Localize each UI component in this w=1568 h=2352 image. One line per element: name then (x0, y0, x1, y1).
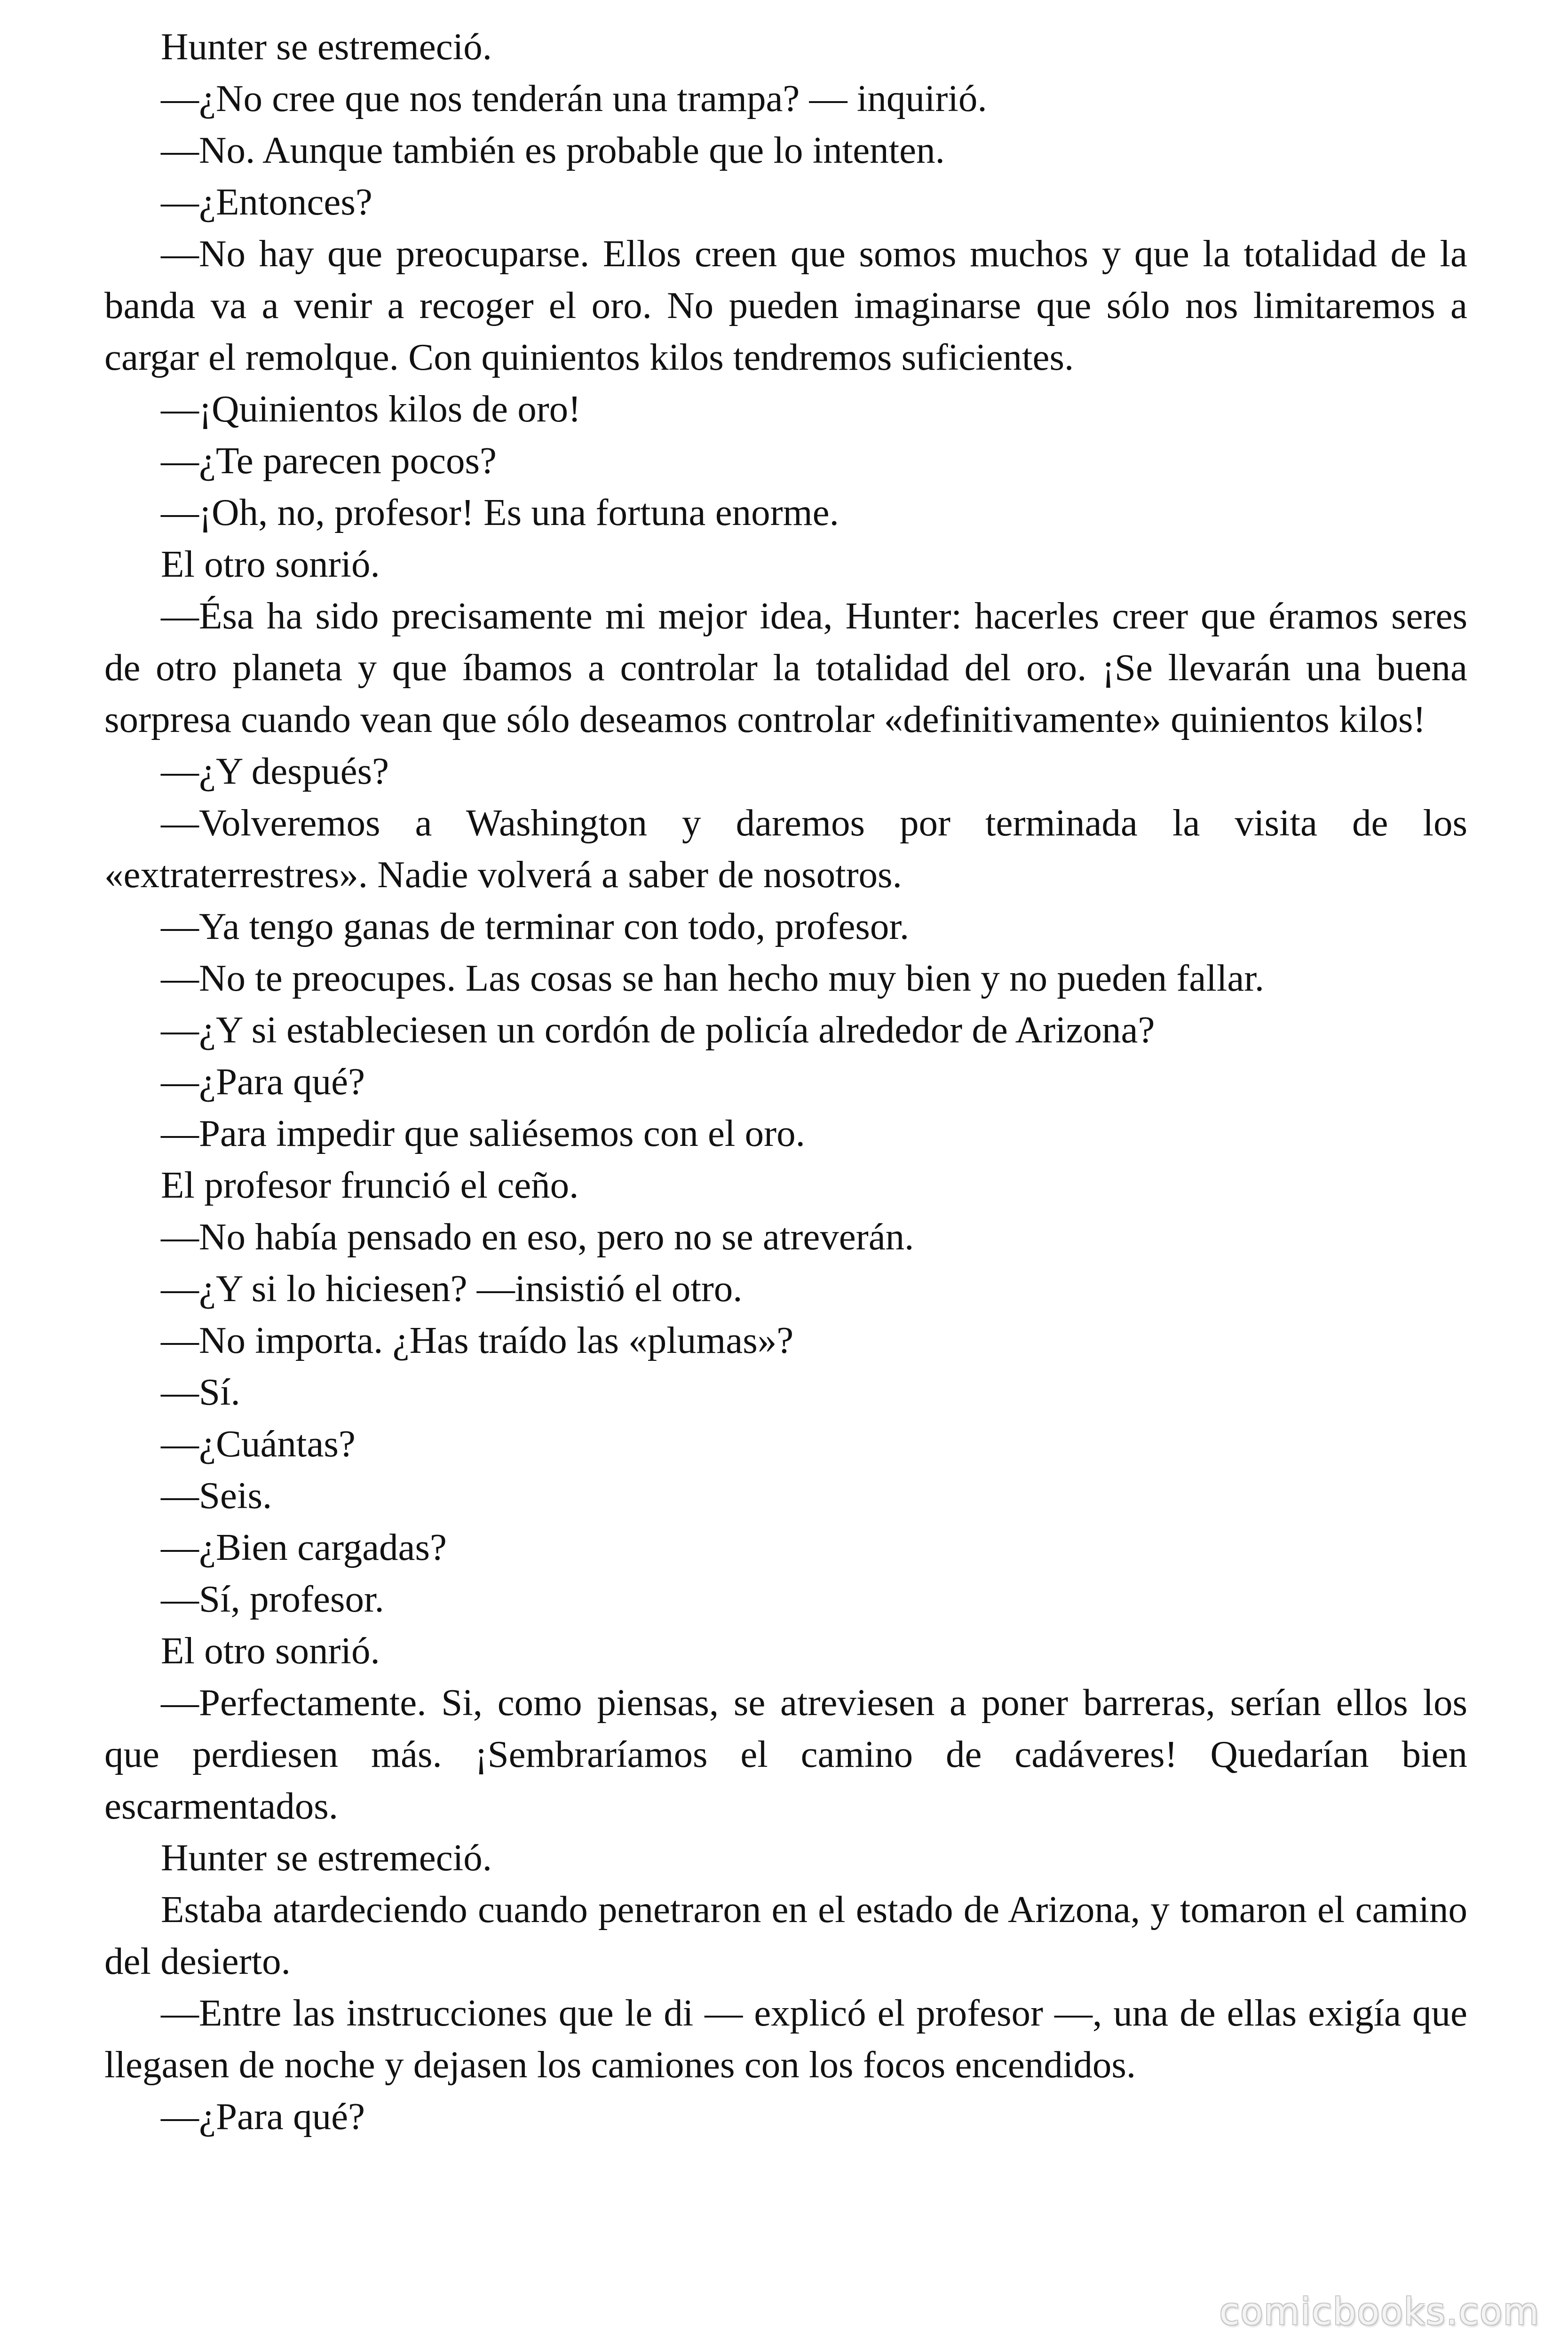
paragraph: —¿Te parecen pocos? (161, 439, 497, 482)
paragraph: —Para impedir que saliésemos con el oro. (161, 1112, 805, 1154)
paragraph: —¿No cree que nos tenderán una trampa? — inquirió. (161, 77, 987, 119)
paragraph: —¿Y si lo hiciesen? —insistió el otro. (161, 1267, 743, 1310)
paragraph: —No había pensado en eso, pero no se atreverán. (161, 1216, 914, 1258)
paragraph: —Perfectamente. Si, como piensas, se atreviesen a poner barreras, serían ellos los que perdiesen más. ¡Sembraríamos el camino de cadáveres! Quedarían bien escarmentados. (104, 1681, 1467, 1827)
paragraph: —¿Y si estableciesen un cordón de policía alrededor de Arizona? (161, 1009, 1155, 1051)
paragraph: El otro sonrió. (161, 543, 380, 585)
text-column (104, 21, 1467, 2142)
paragraph: —¡Quinientos kilos de oro! (161, 388, 581, 430)
paragraph: —¿Bien cargadas? (161, 1526, 447, 1568)
paragraph: —¿Cuántas? (161, 1422, 356, 1465)
paragraph: —¿Entonces? (161, 181, 372, 223)
paragraph: Estaba atardeciendo cuando penetraron en el estado de Arizona, y tomaron el camino del desierto. (104, 1888, 1467, 1982)
paragraph: —Sí. (161, 1371, 240, 1413)
paragraph: —Ya tengo ganas de terminar con todo, profesor. (161, 905, 910, 947)
paragraph: —Volveremos a Washington y daremos por terminada la visita de los «extraterrestres». Nadie volverá a saber de nosotros. (104, 802, 1467, 896)
paragraph: —No. Aunque también es probable que lo intenten. (161, 129, 945, 171)
paragraph: El otro sonrió. (161, 1629, 380, 1672)
paragraph: —¿Y después? (161, 750, 389, 792)
paragraph: Hunter se estremeció. (161, 25, 492, 68)
paragraph: El profesor frunció el ceño. (161, 1164, 579, 1206)
paragraph: —No hay que preocuparse. Ellos creen que somos muchos y que la totalidad de la banda va a venir a recoger el oro. No pueden imaginarse que sólo nos limitaremos a cargar el remolque. Con quinientos kilos tendremos suficientes. (104, 232, 1467, 378)
paragraph: —No te preocupes. Las cosas se han hecho muy bien y no pueden fallar. (161, 957, 1265, 999)
paragraph: —¡Oh, no, profesor! Es una fortuna enorme. (161, 491, 839, 533)
watermark: comicbooks.com (1219, 2291, 1540, 2333)
paragraph: —Seis. (161, 1474, 272, 1517)
paragraph: —Sí, profesor. (161, 1578, 384, 1620)
paragraph: —Ésa ha sido precisamente mi mejor idea, Hunter: hacerles creer que éramos seres de otro planeta y que íbamos a controlar la totalidad del oro. ¡Se llevarán una buena sorpresa cuando vean que sólo deseamos controlar «definitivamente» quinientos kilos! (104, 595, 1467, 740)
paragraph: Hunter se estremeció. (161, 1836, 492, 1879)
paragraph: —No importa. ¿Has traído las «plumas»? (161, 1319, 794, 1361)
paragraph: —Entre las instrucciones que le di — explicó el profesor —, una de ellas exigía que llegasen de noche y dejasen los camiones con los focos encendidos. (104, 1992, 1467, 2086)
paragraph: —¿Para qué? (161, 1060, 365, 1103)
paragraph: —¿Para qué? (161, 2095, 365, 2137)
